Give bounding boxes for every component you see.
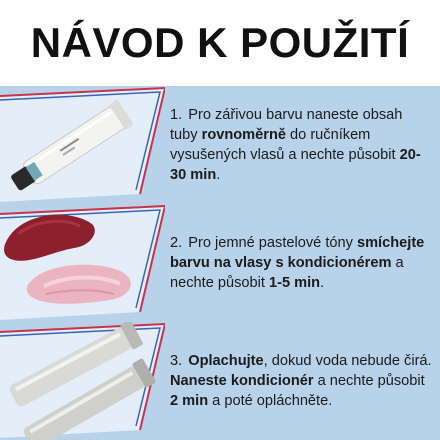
- step-3: [0, 322, 440, 440]
- step-3-text: 3. Oplachujte, dokud voda nebude čirá. Naneste kondicionér a nechte působit 2 min a poté opláchněte.: [170, 353, 432, 409]
- swatches-image: [0, 204, 165, 322]
- step-1-text: 1. Pro zářivou barvu naneste obsah tuby rovnoměrně do ručníkem vysušených vlasů a nechte působit 20-30 min.: [170, 107, 421, 183]
- step-1: [0, 86, 440, 204]
- page-title: NÁVOD K POUŽITÍ: [30, 19, 410, 66]
- step-number: 2.: [170, 235, 183, 251]
- conditioner-image: [0, 322, 165, 440]
- step-number: 1.: [170, 107, 183, 123]
- steps-section: [0, 86, 440, 440]
- step-number: 3.: [170, 353, 183, 369]
- tube-image: [0, 86, 165, 204]
- step-2: [0, 204, 440, 322]
- step-2-text: 2. Pro jemné pastelové tóny smíchejte barvu na vlasy s kondicionérem a nechte působit 1-5 min.: [170, 235, 425, 291]
